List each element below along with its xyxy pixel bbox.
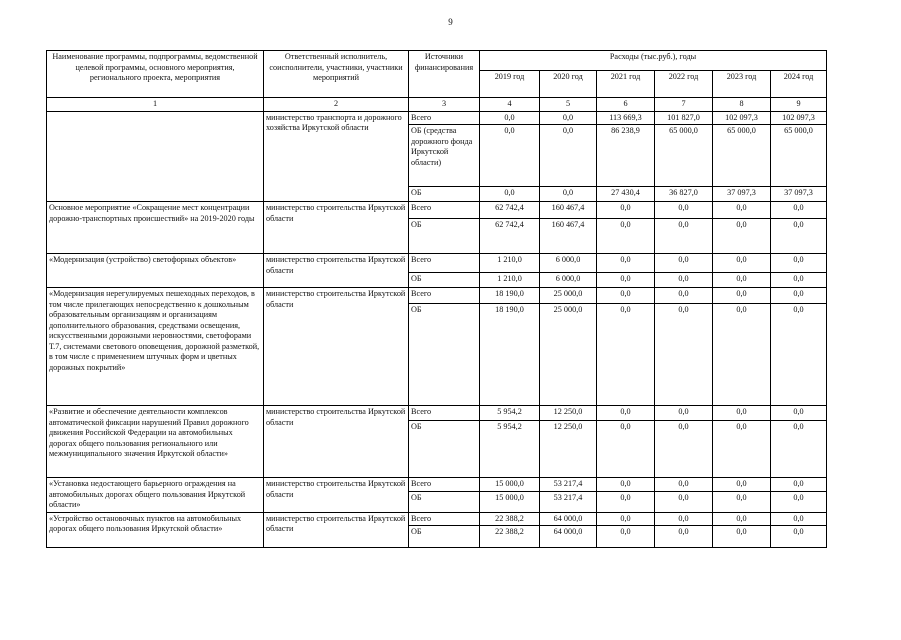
header-executor: Ответственный исполнитель, соисполнители, участники, участники мероприятий bbox=[264, 51, 409, 98]
funding-source: Всего bbox=[409, 512, 480, 526]
table-row-total bbox=[47, 478, 827, 492]
expense-value: 0,0 bbox=[480, 187, 540, 202]
expense-value: 0,0 bbox=[540, 187, 597, 202]
page-number: 9 bbox=[448, 17, 453, 27]
expense-value: 18 190,0 bbox=[480, 304, 540, 406]
activity-name: «Устройство остановочных пунктов на автомобильных дорогах общего пользования Иркутской области» bbox=[47, 512, 264, 548]
header-year: 2020 год bbox=[540, 71, 597, 98]
expense-value: 25 000,0 bbox=[540, 288, 597, 304]
expense-value: 86 238,9 bbox=[597, 125, 655, 187]
expense-value: 64 000,0 bbox=[540, 512, 597, 526]
expense-value: 0,0 bbox=[713, 478, 771, 492]
expense-value: 0,0 bbox=[655, 288, 713, 304]
expense-value: 0,0 bbox=[713, 421, 771, 478]
activity-name: «Модернизация нерегулируемых пешеходных переходов, в том числе прилегающих непосредственно к дошкольным образовательным организациям и организациям дополнительного образования, средствами освещения, искусственными дорожными неровностями, светофорами Т.7, системами светового оповещения, дорожной разметкой, в том числе с применением штучных форм и цветных дорожных покрытий» bbox=[47, 288, 264, 406]
expense-value: 0,0 bbox=[540, 125, 597, 187]
expense-value: 0,0 bbox=[597, 406, 655, 421]
expense-value: 0,0 bbox=[771, 526, 827, 548]
expense-value: 0,0 bbox=[655, 273, 713, 288]
expense-value: 0,0 bbox=[771, 491, 827, 512]
expense-value: 27 430,4 bbox=[597, 187, 655, 202]
expense-value: 0,0 bbox=[597, 478, 655, 492]
expense-value: 0,0 bbox=[655, 254, 713, 273]
header-year: 2019 год bbox=[480, 71, 540, 98]
header-source: Источники финансирования bbox=[409, 51, 480, 98]
expense-value: 0,0 bbox=[771, 219, 827, 254]
executor: министерство строительства Иркутской области bbox=[264, 406, 409, 478]
expense-value: 0,0 bbox=[771, 421, 827, 478]
expense-value: 15 000,0 bbox=[480, 478, 540, 492]
header-year: 2024 год bbox=[771, 71, 827, 98]
expense-value: 0,0 bbox=[713, 512, 771, 526]
expenses-table bbox=[46, 50, 827, 548]
funding-source: ОБ bbox=[409, 526, 480, 548]
expense-value: 0,0 bbox=[655, 406, 713, 421]
expense-value: 12 250,0 bbox=[540, 421, 597, 478]
expense-value: 0,0 bbox=[655, 512, 713, 526]
expense-value: 0,0 bbox=[771, 304, 827, 406]
expense-value: 6 000,0 bbox=[540, 273, 597, 288]
expense-value: 0,0 bbox=[713, 406, 771, 421]
expense-value: 0,0 bbox=[771, 406, 827, 421]
table-row-total bbox=[47, 288, 827, 304]
col-number: 9 bbox=[771, 98, 827, 112]
expense-value: 0,0 bbox=[597, 304, 655, 406]
activity-name: «Установка недостающего барьерного ограждения на автомобильных дорогах общего пользования Иркутской области» bbox=[47, 478, 264, 513]
executor: министерство строительства Иркутской области bbox=[264, 202, 409, 254]
expense-value: 0,0 bbox=[713, 202, 771, 219]
expense-value: 5 954,2 bbox=[480, 406, 540, 421]
expense-value: 0,0 bbox=[655, 202, 713, 219]
activity-name: Основное мероприятие «Сокращение мест концентрации дорожно-транспортных происшествий» на 2019-2020 годы bbox=[47, 202, 264, 254]
expense-value: 0,0 bbox=[713, 254, 771, 273]
funding-source: ОБ bbox=[409, 421, 480, 478]
expense-value: 102 097,3 bbox=[771, 111, 827, 125]
expense-value: 36 827,0 bbox=[655, 187, 713, 202]
expense-value: 0,0 bbox=[713, 219, 771, 254]
col-number: 3 bbox=[409, 98, 480, 112]
funding-source: ОБ bbox=[409, 491, 480, 512]
expense-value: 0,0 bbox=[655, 491, 713, 512]
expense-value: 0,0 bbox=[540, 111, 597, 125]
expense-value: 0,0 bbox=[597, 421, 655, 478]
expense-value: 15 000,0 bbox=[480, 491, 540, 512]
executor: министерство строительства Иркутской области bbox=[264, 512, 409, 548]
col-number: 7 bbox=[655, 98, 713, 112]
expense-value: 0,0 bbox=[480, 125, 540, 187]
activity-name: «Развитие и обеспечение деятельности комплексов автоматической фиксации нарушений Правил дорожного движения Российской Федерации на автомобильных дорогах общего пользования регионального или межмуниципального значения Иркутской области» bbox=[47, 406, 264, 478]
expense-value: 0,0 bbox=[655, 421, 713, 478]
executor: министерство строительства Иркутской области bbox=[264, 478, 409, 513]
table-row-total bbox=[47, 202, 827, 219]
col-number: 2 bbox=[264, 98, 409, 112]
expense-value: 1 210,0 bbox=[480, 273, 540, 288]
funding-source: Всего bbox=[409, 478, 480, 492]
expense-value: 0,0 bbox=[713, 526, 771, 548]
expense-value: 62 742,4 bbox=[480, 219, 540, 254]
expense-value: 0,0 bbox=[597, 202, 655, 219]
expense-value: 0,0 bbox=[597, 512, 655, 526]
expense-value: 6 000,0 bbox=[540, 254, 597, 273]
col-number: 5 bbox=[540, 98, 597, 112]
funding-source: Всего bbox=[409, 202, 480, 219]
funding-source: ОБ bbox=[409, 219, 480, 254]
expense-value: 0,0 bbox=[480, 111, 540, 125]
expense-value: 65 000,0 bbox=[713, 125, 771, 187]
funding-source: ОБ bbox=[409, 304, 480, 406]
header-year: 2023 год bbox=[713, 71, 771, 98]
expense-value: 53 217,4 bbox=[540, 478, 597, 492]
column-numbers-row bbox=[47, 98, 827, 112]
expense-value: 0,0 bbox=[771, 288, 827, 304]
table-row-total bbox=[47, 254, 827, 273]
expense-value: 101 827,0 bbox=[655, 111, 713, 125]
executor: министерство транспорта и дорожного хозяйства Иркутской области bbox=[264, 111, 409, 202]
header-expenses: Расходы (тыс.руб.), годы bbox=[480, 51, 827, 71]
expense-value: 37 097,3 bbox=[713, 187, 771, 202]
expense-value: 0,0 bbox=[597, 273, 655, 288]
funding-source: Всего bbox=[409, 288, 480, 304]
funding-source: ОБ bbox=[409, 273, 480, 288]
expense-value: 0,0 bbox=[713, 288, 771, 304]
expense-value: 0,0 bbox=[597, 491, 655, 512]
expense-value: 0,0 bbox=[771, 273, 827, 288]
col-number: 4 bbox=[480, 98, 540, 112]
header-year: 2021 год bbox=[597, 71, 655, 98]
expense-value: 0,0 bbox=[597, 254, 655, 273]
expense-value: 0,0 bbox=[771, 512, 827, 526]
expense-value: 65 000,0 bbox=[771, 125, 827, 187]
expense-value: 0,0 bbox=[655, 478, 713, 492]
header-name: Наименование программы, подпрограммы, ведомственной целевой программы, основного мероприятия, регионального проекта, мероприятия bbox=[47, 51, 264, 98]
activity-name bbox=[47, 111, 264, 202]
expense-value: 113 669,3 bbox=[597, 111, 655, 125]
expense-value: 0,0 bbox=[655, 526, 713, 548]
expense-value: 0,0 bbox=[713, 273, 771, 288]
funding-source: Всего bbox=[409, 111, 480, 125]
expense-value: 53 217,4 bbox=[540, 491, 597, 512]
funding-source: ОБ bbox=[409, 187, 480, 202]
col-number: 6 bbox=[597, 98, 655, 112]
executor: министерство строительства Иркутской области bbox=[264, 288, 409, 406]
col-number: 8 bbox=[713, 98, 771, 112]
expense-value: 22 388,2 bbox=[480, 526, 540, 548]
table-row-total bbox=[47, 111, 827, 125]
table-row-total bbox=[47, 512, 827, 526]
expense-value: 62 742,4 bbox=[480, 202, 540, 219]
expense-value: 25 000,0 bbox=[540, 304, 597, 406]
table-row-total bbox=[47, 406, 827, 421]
expense-value: 12 250,0 bbox=[540, 406, 597, 421]
expense-value: 1 210,0 bbox=[480, 254, 540, 273]
expense-value: 0,0 bbox=[713, 304, 771, 406]
activity-name: «Модернизация (устройство) светофорных объектов» bbox=[47, 254, 264, 288]
expense-value: 5 954,2 bbox=[480, 421, 540, 478]
expense-value: 0,0 bbox=[655, 304, 713, 406]
expense-value: 0,0 bbox=[771, 478, 827, 492]
expense-value: 160 467,4 bbox=[540, 219, 597, 254]
expense-value: 0,0 bbox=[655, 219, 713, 254]
expense-value: 18 190,0 bbox=[480, 288, 540, 304]
expense-value: 102 097,3 bbox=[713, 111, 771, 125]
expense-value: 160 467,4 bbox=[540, 202, 597, 219]
expense-value: 0,0 bbox=[597, 526, 655, 548]
table-body bbox=[47, 51, 827, 548]
funding-source: Всего bbox=[409, 254, 480, 273]
header-year: 2022 год bbox=[655, 71, 713, 98]
executor: министерство строительства Иркутской области bbox=[264, 254, 409, 288]
header-row-top bbox=[47, 51, 827, 71]
expense-value: 0,0 bbox=[771, 202, 827, 219]
expense-value: 0,0 bbox=[597, 219, 655, 254]
expense-value: 37 097,3 bbox=[771, 187, 827, 202]
expense-value: 0,0 bbox=[771, 254, 827, 273]
expense-value: 65 000,0 bbox=[655, 125, 713, 187]
expense-value: 0,0 bbox=[597, 288, 655, 304]
expense-value: 64 000,0 bbox=[540, 526, 597, 548]
funding-source: Всего bbox=[409, 406, 480, 421]
expense-value: 0,0 bbox=[713, 491, 771, 512]
funding-source: ОБ (средства дорожного фонда Иркутской области) bbox=[409, 125, 480, 187]
col-number: 1 bbox=[47, 98, 264, 112]
expense-value: 22 388,2 bbox=[480, 512, 540, 526]
